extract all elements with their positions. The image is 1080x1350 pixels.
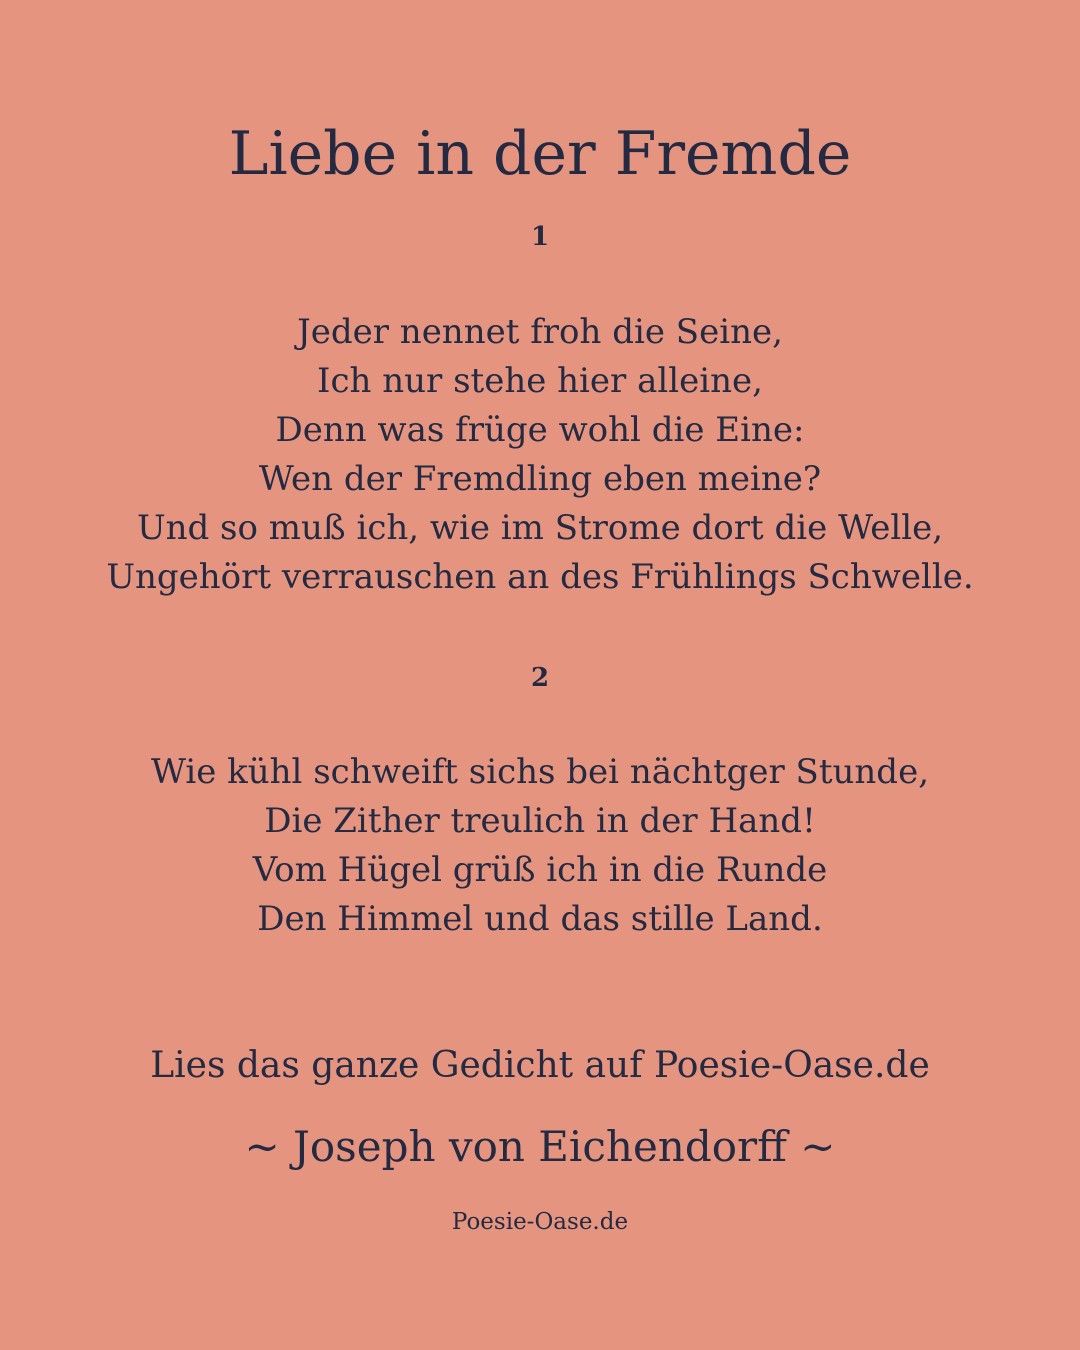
poem-line: Ich nur stehe hier alleine, bbox=[317, 361, 763, 401]
poem-line: Jeder nennet froh die Seine, bbox=[297, 312, 783, 352]
poem-line: Wen der Fremdling eben meine? bbox=[258, 459, 822, 499]
stanza bbox=[0, 308, 1080, 602]
poem-line: Ungehört verrauschen an des Frühlings Schwelle. bbox=[106, 557, 974, 597]
site-watermark: Poesie-Oase.de bbox=[451, 1209, 629, 1235]
poem-line: Denn was früge wohl die Eine: bbox=[275, 410, 805, 450]
stanza-number: 2 bbox=[530, 663, 550, 693]
poem-line: Vom Hügel grüß ich in die Runde bbox=[252, 850, 828, 890]
poem-title: Liebe in der Fremde bbox=[228, 119, 852, 189]
poem-line: Die Zither treulich in der Hand! bbox=[264, 801, 816, 841]
poem-line: Den Himmel und das stille Land. bbox=[257, 899, 823, 939]
stanza bbox=[0, 748, 1080, 944]
poem-line: Und so muß ich, wie im Strome dort die Welle, bbox=[136, 508, 944, 548]
read-more-text: Lies das ganze Gedicht auf Poesie-Oase.de bbox=[150, 1045, 930, 1086]
stanza-number: 1 bbox=[530, 222, 550, 252]
author-name: ~ Joseph von Eichendorff ~ bbox=[244, 1122, 836, 1171]
poem-line: Wie kühl schweift sichs bei nächtger Stunde, bbox=[150, 752, 929, 792]
